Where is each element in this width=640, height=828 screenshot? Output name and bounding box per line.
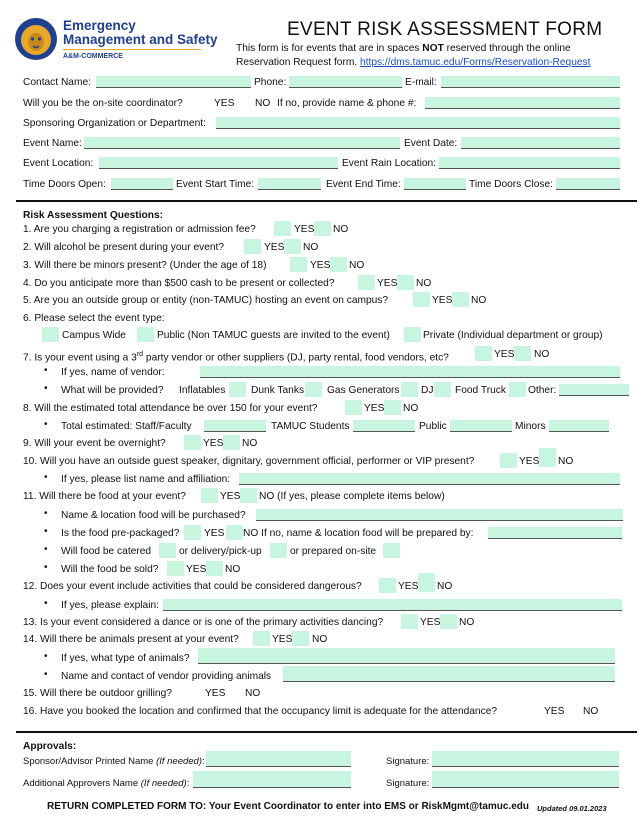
q7-dunk-tanks-box[interactable] xyxy=(305,382,322,397)
q4-no: NO xyxy=(416,278,432,289)
q8-text: 8. Will the estimated total attendance be over 150 for your event? xyxy=(23,403,318,414)
q12-yes: YES xyxy=(398,581,419,592)
org-subtitle: A&M-COMMERCE xyxy=(63,53,123,60)
q11-no-box[interactable] xyxy=(240,488,257,503)
org-name-line2: Management and Safety xyxy=(63,32,218,47)
event-date-field[interactable] xyxy=(461,137,620,149)
form-title: EVENT RISK ASSESSMENT FORM xyxy=(287,19,603,40)
bullet-icon: • xyxy=(44,383,48,394)
q11-sold-label: Will the food be sold? xyxy=(61,564,159,575)
q11-catered-box[interactable] xyxy=(159,543,176,558)
q13-no: NO xyxy=(459,617,475,628)
rain-location-field[interactable] xyxy=(439,157,620,169)
q11-prepared-by-field[interactable] xyxy=(488,527,622,539)
bullet-icon: • xyxy=(44,508,48,519)
q15-yes[interactable]: YES xyxy=(205,688,226,699)
email-label: E-mail: xyxy=(405,77,437,88)
onsite-no[interactable]: NO xyxy=(255,98,271,109)
q2-yes: YES xyxy=(264,242,285,253)
q11-prepackaged-label: Is the food pre-packaged? xyxy=(61,528,180,539)
sponsor-label: Sponsoring Organization or Department: xyxy=(23,118,206,129)
onsite-question: Will you be the on-site coordinator? xyxy=(23,98,183,109)
q6-text: 6. Please select the event type: xyxy=(23,313,165,324)
q10-no-box[interactable] xyxy=(539,448,556,467)
q14-yes-box[interactable] xyxy=(253,631,270,646)
bullet-icon: • xyxy=(44,562,48,573)
lion-logo-icon xyxy=(14,17,58,61)
q11-text: 11. Will there be food at your event? xyxy=(23,491,186,502)
intro-line1: This form is for events that are in spaces NOT reserved through the online xyxy=(236,43,571,54)
intro-line2: Reservation Request form. https://dms.tamuc.edu/Forms/Reservation-Request xyxy=(236,57,591,68)
q12-yes-box[interactable] xyxy=(379,578,396,593)
sponsor-approver-field[interactable] xyxy=(206,751,351,767)
q5-yes: YES xyxy=(432,295,453,306)
q1-yes: YES xyxy=(294,224,315,235)
bullet-icon: • xyxy=(44,669,48,680)
q12-no: NO xyxy=(437,581,453,592)
q14-no-box[interactable] xyxy=(292,631,309,646)
q11-prepackaged-yes-box[interactable] xyxy=(184,525,201,540)
start-time-label: Event Start Time: xyxy=(176,179,255,190)
q5-text: 5. Are you an outside group or entity (non-TAMUC) hosting an event on campus? xyxy=(23,295,389,306)
q6-private: Private (Individual department or group) xyxy=(423,330,603,341)
event-date-label: Event Date: xyxy=(404,138,458,149)
q9-yes: YES xyxy=(203,438,224,449)
q8-no: NO xyxy=(403,403,419,414)
q1-no: NO xyxy=(333,224,349,235)
q2-no: NO xyxy=(303,242,319,253)
q14-yes: YES xyxy=(272,634,293,645)
q11-sold-no-box[interactable] xyxy=(206,561,223,576)
q7-inflatables-box[interactable] xyxy=(229,382,246,397)
q11-purchase-field[interactable] xyxy=(256,509,623,521)
event-name-label: Event Name: xyxy=(23,138,82,149)
q10-yes-box[interactable] xyxy=(500,453,517,468)
q11-catered-label: Will food be catered xyxy=(61,546,152,557)
q1-text: 1. Are you charging a registration or admission fee? xyxy=(23,224,256,235)
q7-other-label: Other: xyxy=(528,385,557,396)
q10-text: 10. Will you have an outside guest speaker, dignitary, government official, performer or VIP present? xyxy=(23,456,475,467)
q5-yes-box[interactable] xyxy=(413,292,430,307)
q8-students-field[interactable] xyxy=(353,420,415,432)
q16-no[interactable]: NO xyxy=(583,706,599,717)
q13-yes: YES xyxy=(420,617,441,628)
q12-text: 12. Does your event include activities that could be considered dangerous? xyxy=(23,581,362,592)
q11-no: NO (If yes, please complete items below) xyxy=(259,491,445,502)
q7-gas-generators: Gas Generators xyxy=(327,385,400,396)
q8-staff-field[interactable] xyxy=(204,420,266,432)
q9-text: 9. Will your event be overnight? xyxy=(23,438,166,449)
q7-inflatables: Inflatables xyxy=(179,385,226,396)
q1-no-box[interactable] xyxy=(314,221,331,236)
event-name-field[interactable] xyxy=(84,137,400,149)
onsite-if-no-label: If no, provide name & phone #: xyxy=(277,98,417,109)
q14-vendor-label: Name and contact of vendor providing animals xyxy=(61,671,272,682)
q8-yes: YES xyxy=(364,403,385,414)
q7-other-field[interactable] xyxy=(559,384,629,396)
q7-dj-box[interactable] xyxy=(434,382,451,397)
q12-no-box[interactable] xyxy=(418,573,435,592)
additional-approver-field[interactable] xyxy=(193,771,351,788)
q11-prepackaged-yes: YES xyxy=(204,528,225,539)
q14-no: NO xyxy=(312,634,328,645)
bullet-icon: • xyxy=(44,365,48,376)
approvals-heading: Approvals: xyxy=(23,741,77,752)
q11-yes: YES xyxy=(220,491,241,502)
q4-yes: YES xyxy=(377,278,398,289)
doors-close-label: Time Doors Close: xyxy=(469,179,553,190)
event-location-label: Event Location: xyxy=(23,158,94,169)
end-time-label: Event End Time: xyxy=(326,179,401,190)
q10-affiliation-label: If yes, please list name and affiliation: xyxy=(61,474,231,485)
doors-open-field[interactable] xyxy=(111,178,173,190)
q5-no-box[interactable] xyxy=(452,292,469,307)
q9-no: NO xyxy=(242,438,258,449)
section-divider-bottom xyxy=(16,731,637,733)
q3-yes: YES xyxy=(310,260,331,271)
doors-close-field[interactable] xyxy=(556,178,620,190)
q8-minors-field[interactable] xyxy=(549,420,609,432)
q11-delivery-label: or delivery/pick-up xyxy=(179,546,262,557)
q6-private-box[interactable] xyxy=(404,327,421,342)
bullet-icon: • xyxy=(44,526,48,537)
start-time-field[interactable] xyxy=(258,178,321,190)
q7-no: NO xyxy=(534,349,550,360)
bullet-icon: • xyxy=(44,472,48,483)
q7-vendor-label: If yes, name of vendor: xyxy=(61,367,165,378)
q13-yes-box[interactable] xyxy=(401,614,418,629)
q11-sold-no: NO xyxy=(225,564,241,575)
q9-no-box[interactable] xyxy=(223,435,240,450)
event-location-field[interactable] xyxy=(99,157,338,169)
q3-text: 3. Will there be minors present? (Under the age of 18) xyxy=(23,260,267,271)
q8-staff-label: Total estimated: Staff/Faculty xyxy=(61,421,192,432)
q7-dj: DJ xyxy=(421,385,434,396)
signature-field-2[interactable] xyxy=(432,771,619,788)
return-instructions: RETURN COMPLETED FORM TO: Your Event Coordinator to enter into EMS or RiskMgmt@tamuc.edu xyxy=(47,801,529,812)
q9-yes-box[interactable] xyxy=(184,435,201,450)
q6-campus-wide-box[interactable] xyxy=(42,327,59,342)
additional-approver-label: Additional Approvers Name (If needed): xyxy=(23,778,190,789)
q10-yes: YES xyxy=(519,456,540,467)
q13-text: 13. Is your event considered a dance or is one of the primary activities dancing? xyxy=(23,617,384,628)
q7-yes-box[interactable] xyxy=(475,346,492,361)
q15-text: 15. Will there be outdoor grilling? xyxy=(23,688,172,699)
onsite-contact-field[interactable] xyxy=(425,97,620,109)
q7-no-box[interactable] xyxy=(514,346,531,361)
email-field[interactable] xyxy=(441,76,620,88)
q7-dunk-tanks: Dunk Tanks xyxy=(251,385,305,396)
q8-yes-box[interactable] xyxy=(345,400,362,415)
q16-yes[interactable]: YES xyxy=(544,706,565,717)
q13-no-box[interactable] xyxy=(440,614,457,629)
q7-text: 7. Is your event using a 3rd party vendor or other suppliers (DJ, party rental, food vendors, etc? xyxy=(23,351,449,364)
q11-delivery-box[interactable] xyxy=(270,543,287,558)
signature-label-1: Signature: xyxy=(386,756,430,767)
q4-yes-box[interactable] xyxy=(358,275,375,290)
q7-provided-label: What will be provided? xyxy=(61,385,164,396)
end-time-field[interactable] xyxy=(404,178,466,190)
q12-explain-label: If yes, please explain: xyxy=(61,600,159,611)
logo-divider xyxy=(63,49,201,50)
q3-no: NO xyxy=(349,260,365,271)
q8-public-label: Public xyxy=(419,421,447,432)
q8-public-field[interactable] xyxy=(450,420,512,432)
q1-yes-box[interactable] xyxy=(274,221,291,236)
onsite-yes[interactable]: YES xyxy=(214,98,235,109)
bullet-icon: • xyxy=(44,544,48,555)
q6-campus-wide: Campus Wide xyxy=(62,330,126,341)
q7-gas-generators-box[interactable] xyxy=(401,382,418,397)
q11-purchase-label: Name & location food will be purchased? xyxy=(61,510,246,521)
q2-text: 2. Will alcohol be present during your event? xyxy=(23,242,225,253)
section-divider-top xyxy=(16,200,637,202)
q6-public-box[interactable] xyxy=(137,327,154,342)
phone-field[interactable] xyxy=(289,76,402,88)
bullet-icon: • xyxy=(44,419,48,430)
q4-no-box[interactable] xyxy=(397,275,414,290)
q14-animals-field[interactable] xyxy=(198,648,615,664)
signature-label-2: Signature: xyxy=(386,778,430,789)
q11-onsite-box[interactable] xyxy=(383,543,400,558)
q11-prepackaged-no: NO If no, name & location food will be prepared by: xyxy=(243,528,474,539)
q8-minors-label: Minors xyxy=(515,421,546,432)
q14-vendor-field[interactable] xyxy=(283,666,615,682)
questions-heading: Risk Assessment Questions: xyxy=(23,210,164,221)
contact-name-label: Contact Name: xyxy=(23,77,91,88)
q10-no: NO xyxy=(558,456,574,467)
q7-vendor-field[interactable] xyxy=(200,366,620,378)
doors-open-label: Time Doors Open: xyxy=(23,179,106,190)
q11-sold-yes-box[interactable] xyxy=(167,561,184,576)
q4-text: 4. Do you anticipate more than $500 cash to be present or collected? xyxy=(23,278,335,289)
q10-affiliation-field[interactable] xyxy=(239,473,620,485)
rain-location-label: Event Rain Location: xyxy=(342,158,437,169)
logo xyxy=(14,17,58,61)
sponsor-field[interactable] xyxy=(216,117,620,129)
contact-name-field[interactable] xyxy=(96,76,251,88)
q6-public: Public (Non TAMUC guests are invited to the event) xyxy=(157,330,390,341)
q5-no: NO xyxy=(471,295,487,306)
q2-yes-box[interactable] xyxy=(244,239,261,254)
q11-yes-box[interactable] xyxy=(201,488,218,503)
phone-label: Phone: xyxy=(254,77,287,88)
q8-no-box[interactable] xyxy=(384,400,401,415)
q3-no-box[interactable] xyxy=(330,257,347,272)
q3-yes-box[interactable] xyxy=(290,257,307,272)
q7-food-truck: Food Truck xyxy=(455,385,506,396)
q11-onsite-label: or prepared on-site xyxy=(290,546,377,557)
q7-yes: YES xyxy=(494,349,515,360)
q14-text: 14. Will there be animals present at your event? xyxy=(23,634,239,645)
q11-prepackaged-no-box[interactable] xyxy=(226,525,243,540)
q2-no-box[interactable] xyxy=(284,239,301,254)
bullet-icon: • xyxy=(44,598,48,609)
q16-text: 16. Have you booked the location and confirmed that the occupancy limit is adequate for the attendance? xyxy=(23,706,498,717)
org-name-line1: Emergency xyxy=(63,18,136,33)
q8-students-label: TAMUC Students xyxy=(271,421,350,432)
q12-explain-field[interactable] xyxy=(163,599,622,611)
sponsor-approver-label: Sponsor/Advisor Printed Name (If needed): xyxy=(23,756,205,767)
q11-sold-yes: YES xyxy=(186,564,207,575)
bullet-icon: • xyxy=(44,651,48,662)
q7-food-truck-box[interactable] xyxy=(509,382,526,397)
reservation-link[interactable]: https://dms.tamuc.edu/Forms/Reservation-Request xyxy=(360,57,591,68)
q15-no[interactable]: NO xyxy=(245,688,261,699)
q14-animals-label: If yes, what type of animals? xyxy=(61,653,190,664)
signature-field-1[interactable] xyxy=(432,751,619,767)
updated-date: Updated 09.01.2023 xyxy=(537,804,607,813)
